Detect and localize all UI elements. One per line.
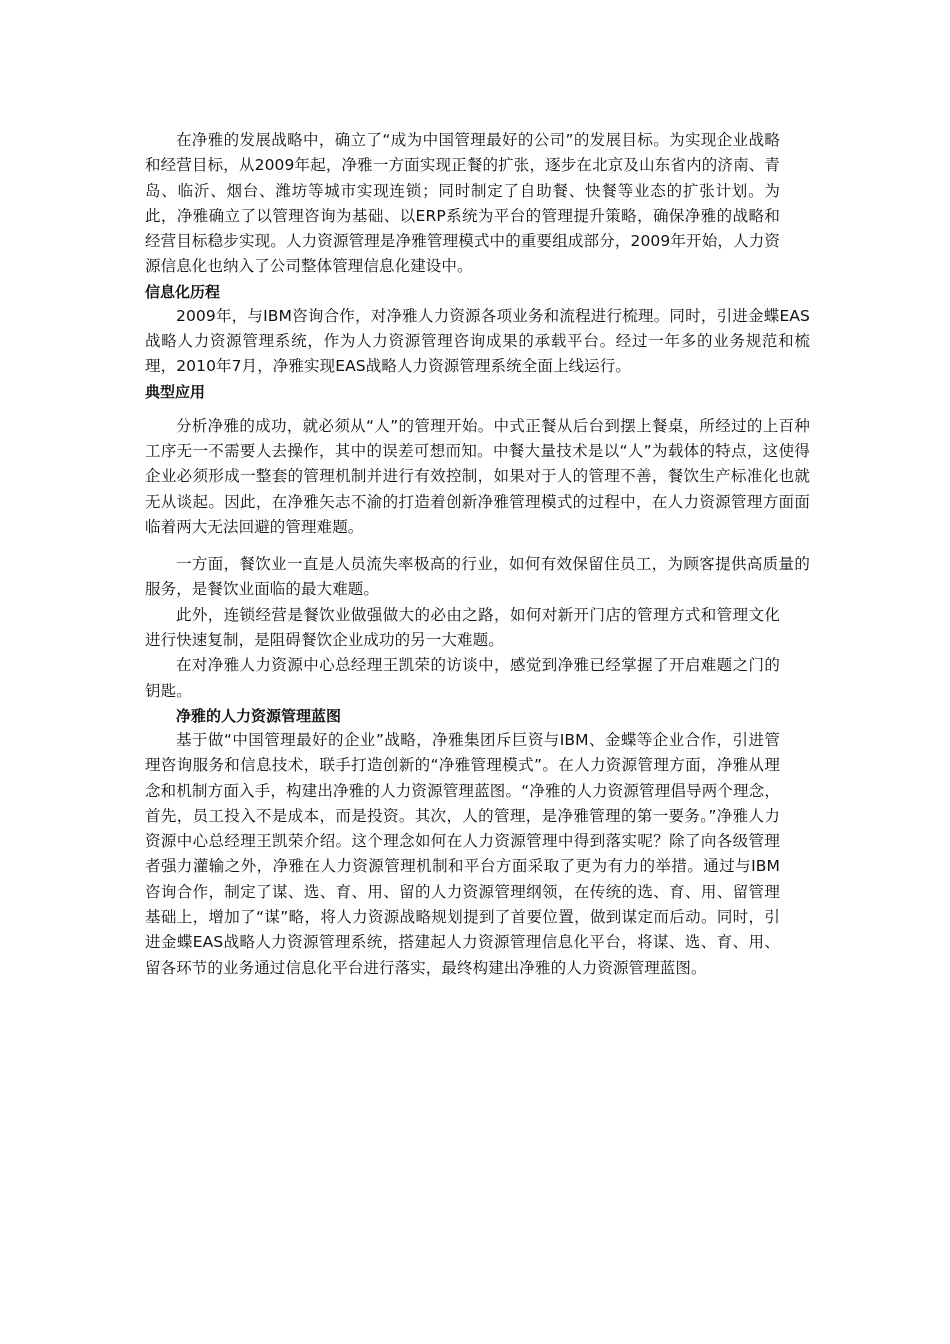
paragraph-history: 2009年，与IBM咨询合作，对净雅人力资源各项业务和流程进行梳理。同时，引进金蝶EAS战略人力资源管理系统，作为人力资源管理咨询成果的承载平台。经过一年多的业务规范和梳理，2010年7月，净雅实现EAS战略人力资源管理系统全面上线运行。 <box>145 306 810 376</box>
paragraph-interview: 在对净雅人力资源中心总经理王凯荣的访谈中，感觉到净雅已经掌握了开启难题之门的钥匙。 <box>145 656 780 700</box>
heading-typical-application: 典型应用 <box>145 382 206 401</box>
paragraph-analysis: 分析净雅的成功，就必须从“人”的管理开始。中式正餐从后台到摆上餐桌，所经过的上百种工序无一不需要人去操作，其中的误差可想而知。中餐大量技术是以“人”为载体的特点，这使得企业必须形成一整套的管理机制并进行有效控制，如果对于人的管理不善，餐饮生产标准化也就无从谈起。因此，在净雅矢志不渝的打造着创新净雅管理模式的过程中，在人力资源管理方面面临着两大无法回避的管理难题。 <box>145 416 810 536</box>
spacer <box>145 404 810 414</box>
heading-hr-blueprint: 净雅的人力资源管理蓝图 <box>176 706 342 725</box>
paragraph-first-challenge: 一方面，餐饮业一直是人员流失率极高的行业，如何有效保留住员工，为顾客提供高质量的服务，是餐饮业面临的最大难题。 <box>145 555 810 599</box>
spacer <box>145 540 810 552</box>
heading-informatization-history: 信息化历程 <box>145 282 221 301</box>
document-body <box>145 128 810 981</box>
paragraph-strategy: 在净雅的发展战略中，确立了“成为中国管理最好的公司”的发展目标。为实现企业战略和经营目标，从2009年起，净雅一方面实现正餐的扩张，逐步在北京及山东省内的济南、青岛、临沂、烟台、潍坊等城市实现连锁；同时制定了自助餐、快餐等业态的扩张计划。为此，净雅确立了以管理咨询为基础、以ERP系统为平台的管理提升策略，确保净雅的战略和经营目标稳步实现。人力资源管理是净雅管理模式中的重要组成部分，2009年开始，人力资源信息化也纳入了公司整体管理信息化建设中。 <box>145 131 780 276</box>
paragraph-second-challenge: 此外，连锁经营是餐饮业做强做大的必由之路，如何对新开门店的管理方式和管理文化进行快速复制，是阻碍餐饮企业成功的另一大难题。 <box>145 605 780 650</box>
paragraph-blueprint: 基于做“中国管理最好的企业”战略，净雅集团斥巨资与IBM、金蝶等企业合作，引进管理咨询服务和信息技术，联手打造创新的“净雅管理模式”。在人力资源管理方面，净雅从理念和机制方面入手，构建出净雅的人力资源管理蓝图。“净雅的人力资源管理倡导两个理念，首先，员工投入不是成本，而是投资。其次，人的管理，是净雅管理的第一要务。”净雅人力资源中心总经理王凯荣介绍。这个理念如何在人力资源管理中得到落实呢？除了向各级管理者强力灌输之外，净雅在人力资源管理机制和平台方面采取了更为有力的举措。通过与IBM咨询合作，制定了谋、选、育、用、留的人力资源管理纲领，在传统的选、育、用、留管理基础上，增加了“谋”略，将人力资源战略规划提到了首要位置，做到谋定而后动。同时，引进金蝶EAS战略人力资源管理系统，搭建起人力资源管理信息化平台，将谋、选、育、用、留各环节的业务通过信息化平台进行落实，最终构建出净雅的人力资源管理蓝图。 <box>145 730 780 977</box>
